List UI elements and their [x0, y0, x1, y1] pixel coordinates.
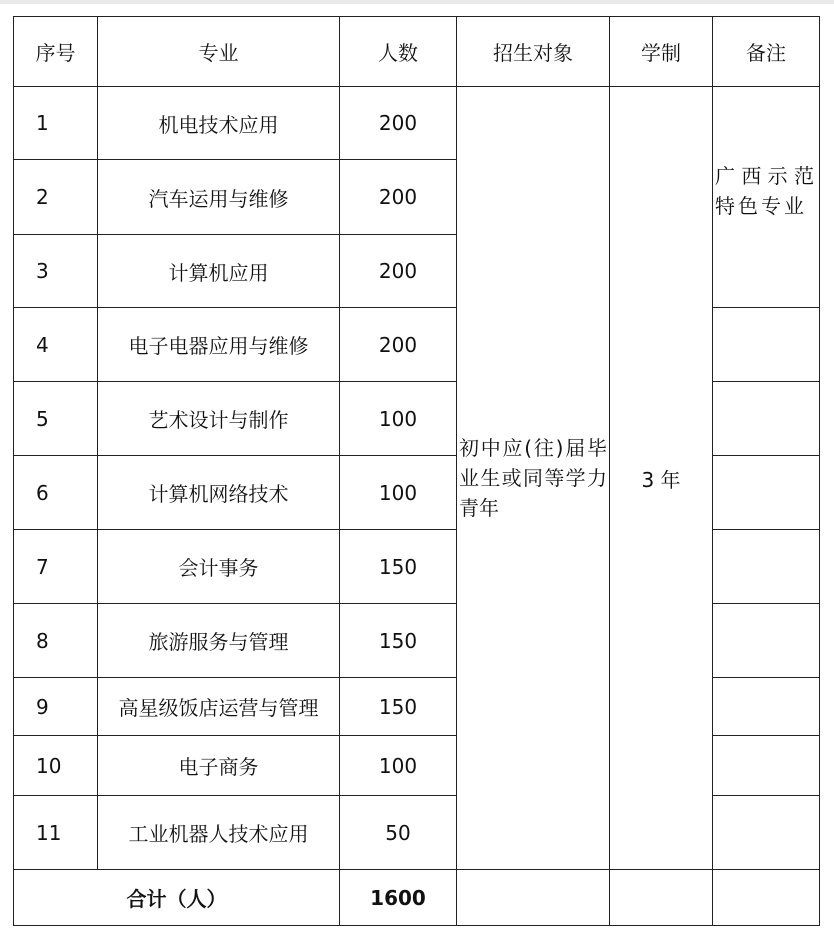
- row-count: 150: [340, 678, 457, 736]
- header-no: 序号: [14, 17, 98, 87]
- row-count: 200: [340, 160, 457, 235]
- target-cell: 初中应(往)届毕业生或同等学力青年: [457, 87, 610, 870]
- row-count: 200: [340, 308, 457, 382]
- table-row: [14, 87, 820, 160]
- remark-empty-cell: [713, 382, 820, 456]
- row-major: 机电技术应用: [98, 87, 340, 160]
- duration-cell: 3 年: [610, 87, 713, 870]
- total-value: 1600: [340, 870, 457, 926]
- total-label: 合计（人）: [14, 870, 340, 926]
- row-count: 200: [340, 235, 457, 308]
- row-major: 会计事务: [98, 530, 340, 604]
- table-header-row: [14, 17, 820, 87]
- row-count: 100: [340, 456, 457, 530]
- remark-empty-cell: [713, 736, 820, 796]
- row-count: 200: [340, 87, 457, 160]
- row-count: 50: [340, 796, 457, 870]
- remark-cell: 广西示范特色专业: [713, 87, 820, 308]
- row-major: 高星级饭店运营与管理: [98, 678, 340, 736]
- row-count: 150: [340, 530, 457, 604]
- row-major: 电子商务: [98, 736, 340, 796]
- row-major: 计算机网络技术: [98, 456, 340, 530]
- row-no: 10: [14, 736, 98, 796]
- row-no: 9: [14, 678, 98, 736]
- row-count: 100: [340, 736, 457, 796]
- remark-empty-cell: [713, 678, 820, 736]
- row-major: 电子电器应用与维修: [98, 308, 340, 382]
- remark-empty-cell: [713, 456, 820, 530]
- top-edge-strip: [0, 0, 834, 4]
- row-no: 6: [14, 456, 98, 530]
- remark-empty-cell: [713, 530, 820, 604]
- remark-empty-cell: [713, 604, 820, 678]
- row-major: 汽车运用与维修: [98, 160, 340, 235]
- row-count: 150: [340, 604, 457, 678]
- row-major: 计算机应用: [98, 235, 340, 308]
- row-no: 5: [14, 382, 98, 456]
- header-duration: 学制: [610, 17, 713, 87]
- total-empty-cell: [713, 870, 820, 926]
- row-major: 旅游服务与管理: [98, 604, 340, 678]
- row-no: 11: [14, 796, 98, 870]
- row-major: 艺术设计与制作: [98, 382, 340, 456]
- row-no: 2: [14, 160, 98, 235]
- table-total-row: [14, 870, 820, 926]
- row-no: 3: [14, 235, 98, 308]
- enrollment-table: [13, 16, 820, 926]
- header-count: 人数: [340, 17, 457, 87]
- row-no: 1: [14, 87, 98, 160]
- row-no: 8: [14, 604, 98, 678]
- total-empty-cell: [610, 870, 713, 926]
- remark-empty-cell: [713, 308, 820, 382]
- row-no: 4: [14, 308, 98, 382]
- header-target: 招生对象: [457, 17, 610, 87]
- row-no: 7: [14, 530, 98, 604]
- header-remark: 备注: [713, 17, 820, 87]
- total-empty-cell: [457, 870, 610, 926]
- header-major: 专业: [98, 17, 340, 87]
- remark-empty-cell: [713, 796, 820, 870]
- row-count: 100: [340, 382, 457, 456]
- row-major: 工业机器人技术应用: [98, 796, 340, 870]
